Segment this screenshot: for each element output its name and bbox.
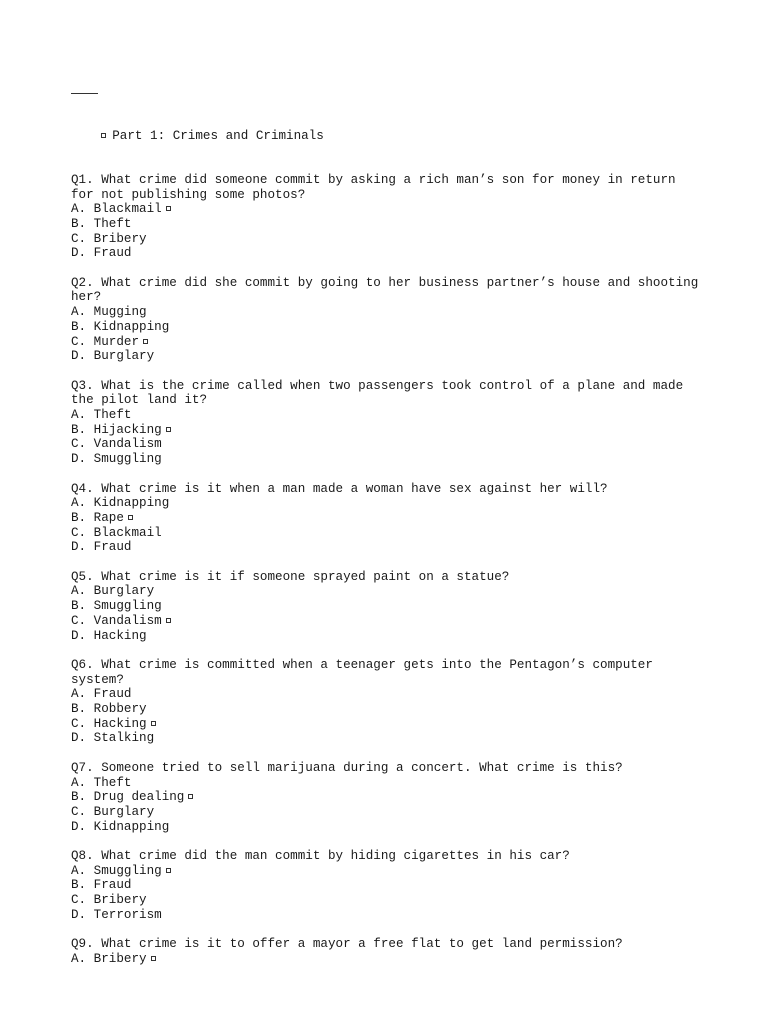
question-item bbox=[71, 658, 711, 746]
answer-option bbox=[71, 614, 711, 629]
question-text: Q7. Someone tried to sell marijuana during a concert. What crime is this? bbox=[71, 760, 623, 775]
answer-option bbox=[71, 511, 711, 526]
question-item bbox=[71, 761, 711, 835]
answer-option-label: C. Vandalism bbox=[71, 613, 162, 628]
answer-option-label: D. Smuggling bbox=[71, 452, 162, 467]
answer-option bbox=[71, 864, 711, 879]
answer-option bbox=[71, 790, 711, 805]
answer-option-label: A. Smuggling bbox=[71, 863, 162, 878]
correct-answer-marker-icon bbox=[188, 794, 193, 799]
answer-option-label: B. Rape bbox=[71, 510, 124, 525]
question-item bbox=[71, 276, 711, 364]
question-text: Q6. What crime is committed when a teenager gets into the Pentagon’s computer system? bbox=[71, 657, 661, 687]
answer-option bbox=[71, 878, 711, 893]
answer-option bbox=[71, 805, 711, 820]
question-text: Q9. What crime is it to offer a mayor a free flat to get land permission? bbox=[71, 937, 623, 952]
question-text: Q2. What crime did she commit by going to her business partner’s house and shooting her? bbox=[71, 275, 706, 305]
answer-option bbox=[71, 526, 711, 541]
question-text: Q5. What crime is it if someone sprayed paint on a statue? bbox=[71, 569, 510, 584]
answer-option-label: B. Smuggling bbox=[71, 599, 162, 614]
answer-option bbox=[71, 232, 711, 247]
answer-option-label: C. Hacking bbox=[71, 716, 147, 731]
answer-option bbox=[71, 584, 711, 599]
answer-option bbox=[71, 202, 711, 217]
answer-option-label: D. Burglary bbox=[71, 349, 155, 364]
answer-option bbox=[71, 335, 711, 350]
answer-option bbox=[71, 908, 711, 923]
answer-option-label: B. Kidnapping bbox=[71, 319, 170, 334]
answer-option-label: B. Hijacking bbox=[71, 422, 162, 437]
section-title-text: Part 1: Crimes and Criminals bbox=[112, 128, 324, 143]
correct-answer-marker-icon bbox=[143, 339, 148, 344]
answer-option-label: A. Theft bbox=[71, 775, 132, 790]
correct-answer-marker-icon bbox=[166, 868, 171, 873]
question-text: Q3. What is the crime called when two passengers took control of a plane and made the pilot land it? bbox=[71, 378, 691, 408]
answer-option bbox=[71, 423, 711, 438]
top-rule bbox=[71, 93, 98, 94]
question-item bbox=[71, 173, 711, 261]
correct-answer-marker-icon bbox=[151, 956, 156, 961]
answer-option bbox=[71, 952, 711, 967]
question-text: Q8. What crime did the man commit by hiding cigarettes in his car? bbox=[71, 849, 570, 864]
answer-option-label: B. Robbery bbox=[71, 702, 147, 717]
checkbox-icon bbox=[101, 133, 106, 138]
question-item bbox=[71, 849, 711, 923]
answer-option-label: A. Theft bbox=[71, 408, 132, 423]
answer-option bbox=[71, 820, 711, 835]
correct-answer-marker-icon bbox=[166, 206, 171, 211]
answer-option-label: A. Bribery bbox=[71, 951, 147, 966]
answer-option bbox=[71, 599, 711, 614]
answer-option-label: D. Stalking bbox=[71, 731, 155, 746]
question-item bbox=[71, 570, 711, 644]
answer-option-label: B. Fraud bbox=[71, 878, 132, 893]
answer-option bbox=[71, 452, 711, 467]
answer-option-label: D. Terrorism bbox=[71, 907, 162, 922]
answer-option-label: C. Vandalism bbox=[71, 437, 162, 452]
answer-option-label: A. Mugging bbox=[71, 305, 147, 320]
answer-option bbox=[71, 437, 711, 452]
answer-option bbox=[71, 217, 711, 232]
answer-option bbox=[71, 408, 711, 423]
answer-option bbox=[71, 305, 711, 320]
answer-option-label: A. Fraud bbox=[71, 687, 132, 702]
answer-option bbox=[71, 540, 711, 555]
answer-option bbox=[71, 731, 711, 746]
question-text: Q4. What crime is it when a man made a woman have sex against her will? bbox=[71, 481, 608, 496]
correct-answer-marker-icon bbox=[166, 618, 171, 623]
question-text: Q1. What crime did someone commit by asking a rich man’s son for money in return for not publishing some photos? bbox=[71, 172, 684, 202]
answer-option-label: D. Hacking bbox=[71, 628, 147, 643]
correct-answer-marker-icon bbox=[128, 515, 133, 520]
question-item bbox=[71, 379, 711, 467]
answer-option bbox=[71, 320, 711, 335]
answer-option bbox=[71, 776, 711, 791]
answer-option-label: B. Drug dealing bbox=[71, 790, 185, 805]
answer-option-label: C. Murder bbox=[71, 334, 140, 349]
answer-option-label: C. Bribery bbox=[71, 893, 147, 908]
question-list bbox=[71, 173, 711, 967]
answer-option-label: D. Fraud bbox=[71, 540, 132, 555]
answer-option-label: D. Fraud bbox=[71, 246, 132, 261]
answer-option-label: A. Burglary bbox=[71, 584, 155, 599]
question-item bbox=[71, 482, 711, 556]
answer-option-label: D. Kidnapping bbox=[71, 819, 170, 834]
answer-option bbox=[71, 629, 711, 644]
answer-option bbox=[71, 717, 711, 732]
answer-option-label: A. Blackmail bbox=[71, 202, 162, 217]
answer-option bbox=[71, 687, 711, 702]
answer-option-label: C. Bribery bbox=[71, 231, 147, 246]
answer-option-label: C. Blackmail bbox=[71, 525, 162, 540]
answer-option-label: A. Kidnapping bbox=[71, 496, 170, 511]
section-title bbox=[71, 114, 711, 158]
answer-option-label: B. Theft bbox=[71, 216, 132, 231]
question-item bbox=[71, 937, 711, 966]
correct-answer-marker-icon bbox=[151, 721, 156, 726]
answer-option bbox=[71, 349, 711, 364]
document-page bbox=[71, 86, 711, 981]
answer-option bbox=[71, 246, 711, 261]
answer-option bbox=[71, 893, 711, 908]
correct-answer-marker-icon bbox=[166, 427, 171, 432]
answer-option-label: C. Burglary bbox=[71, 804, 155, 819]
answer-option bbox=[71, 702, 711, 717]
answer-option bbox=[71, 496, 711, 511]
